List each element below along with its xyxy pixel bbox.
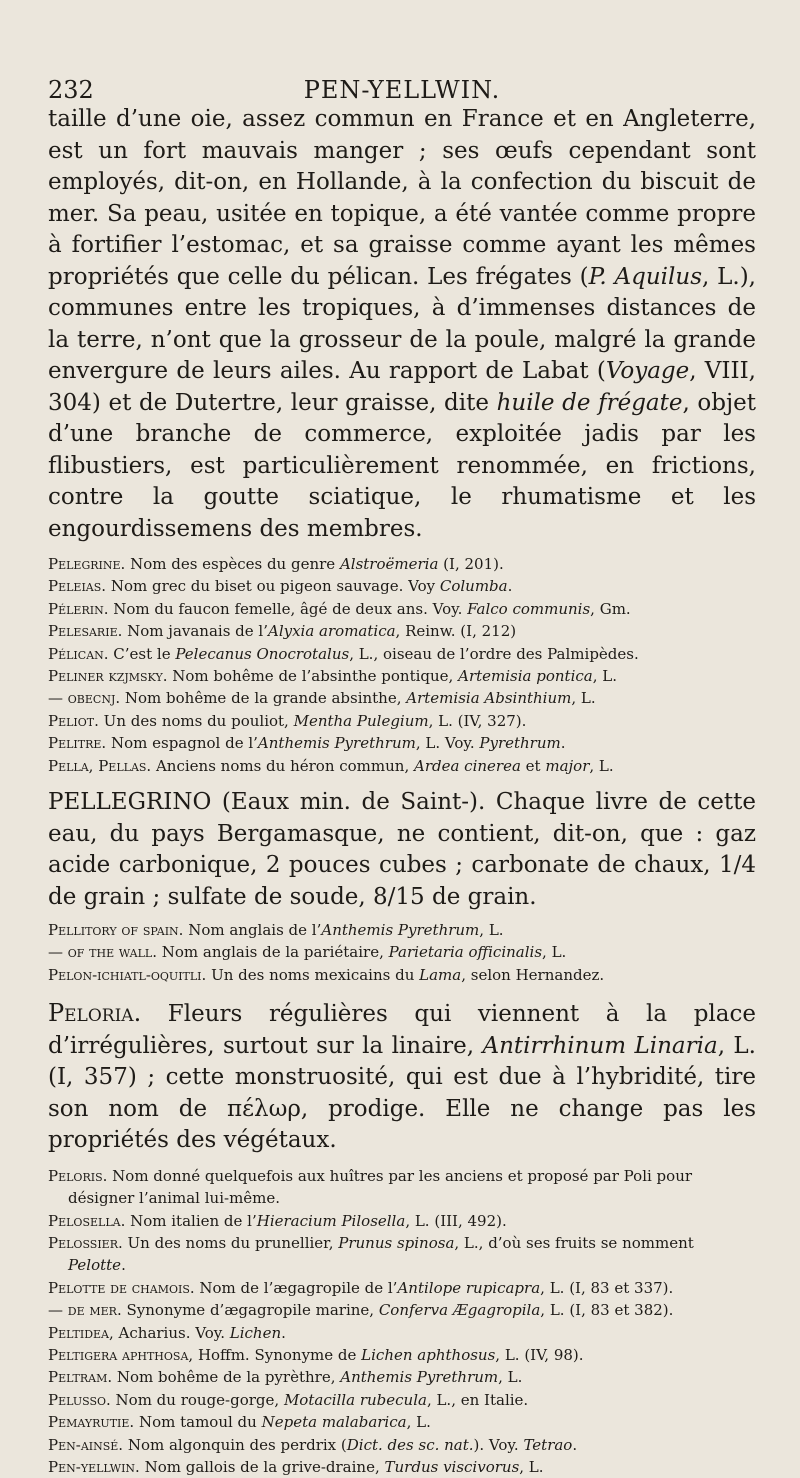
page-number: 232: [48, 76, 94, 104]
entry: Pelossier. Un des noms du prunellier, Prunus spinosa, L., d’où ses fruits se nomment Pelotte.: [48, 1234, 694, 1275]
entry: Peltigera aphthosa, Hoffm. Synonyme de Lichen aphthosus, L. (IV, 98).: [48, 1346, 584, 1365]
entry: Pemayrutie. Nom tamoul du Nepeta malabarica, L.: [48, 1413, 431, 1432]
entry: Pen-ainsé. Nom algonquin des perdrix (Dict. des sc. nat.). Voy. Tetrao.: [48, 1435, 578, 1454]
entry: Peloris. Nom donné quelquefois aux huîtres par les anciens et proposé par Poli pour désigner l’animal lui-même.: [48, 1166, 693, 1208]
entry: Pélican. C’est le Pelecanus Onocrotalus, L., oiseau de l’ordre des Palmipèdes.: [48, 644, 639, 663]
entry: Pelon-ichiatl-oquitli. Un des noms mexicains du Lama, selon Hernandez.: [48, 965, 605, 984]
peloria-paragraph: Peloria. Fleurs régulières qui viennent à la place d’irrégulières, surtout sur la linaire, Antirrhinum Linaria, L. (I, 357) ; cette monstruosité, qui est due à l’hybridité, tire son nom de πέλωρ, prodige. Elle ne change pas les propriétés des végétaux.: [48, 999, 756, 1154]
entry-block-c: [48, 1165, 756, 1478]
entry: Pelotte de chamois. Nom de l’ægagropile de l’Antilope rupicapra, L. (I, 83 et 337).: [48, 1278, 674, 1297]
entry: Pelegrine. Nom des espèces du genre Alstroëmeria (I, 201).: [48, 555, 504, 573]
entry: Peliot. Un des noms du pouliot, Mentha Pulegium, L. (IV, 327).: [48, 711, 527, 730]
entry: Pen-yellwin. Nom gallois de la grive-draine, Turdus viscivorus, L.: [48, 1458, 544, 1477]
entry: Peltram. Nom bohême de la pyrèthre, Anthemis Pyrethrum, L.: [48, 1368, 523, 1387]
entry: — of the wall. Nom anglais de la pariétaire, Parietaria officinalis, L.: [48, 943, 567, 962]
entry: Peliner kzjmsky. Nom bohême de l’absinthe pontique, Artemisia pontica, L.: [48, 667, 617, 686]
entry: — obecnj. Nom bohême de la grande absinthe, Artemisia Absinthium, L.: [48, 689, 596, 708]
running-title: PEN-YELLWIN.: [303, 76, 501, 104]
entry-block-b: [48, 919, 756, 986]
page-header: [48, 68, 756, 104]
pellegrino-paragraph: PELLEGRINO (Eaux min. de Saint-). Chaque livre de cette eau, du pays Bergamasque, ne contient, dit-on, que : gaz acide carbonique, 2 pouces cubes ; carbonate de chaux, 1/4 de grain ; sulfate de soude, 8/15 de grain.: [48, 789, 756, 910]
entry: Pelesarie. Nom javanais de l’Alyxia aromatica, Reinw. (I, 212): [48, 622, 517, 641]
entry: Peltidea, Acharius. Voy. Lichen.: [48, 1323, 286, 1342]
entry: Pella, Pellas. Anciens noms du héron commun, Ardea cinerea et major, L.: [48, 756, 614, 775]
intro-paragraph: taille d’une oie, assez commun en France et en Angleterre, est un fort mauvais manger ; ses œufs cependant sont employés, dit-on, en Hollande, à la confection du biscuit de mer. Sa peau, usitée en topique, a été vantée comme propre à fortifier l’estomac, et sa graisse comme ayant les mêmes propriétés que celle du pélican. Les frégates (P. Aquilus, L.), communes entre les tropiques, à d’immenses distances de la terre, n’ont que la grosseur de la poule, malgré la grande envergure de leurs ailes. Au rapport de Labat (Voyage, VIII, 304) et de Dutertre, leur graisse, dite huile de frégate, objet d’une branche de commerce, exploitée jadis par les flibustiers, est particulièrement renommée, en frictions, contre la goutte sciatique, le rhumatisme et les engourdissemens des membres.: [48, 106, 756, 542]
entry: Pelitre. Nom espagnol de l’Anthemis Pyrethrum, L. Voy. Pyrethrum.: [48, 734, 566, 753]
entry: Pellitory of spain. Nom anglais de l’Anthemis Pyrethrum, L.: [48, 921, 504, 940]
entry: Pélerin. Nom du faucon femelle, âgé de deux ans. Voy. Falco communis, Gm.: [48, 599, 631, 618]
entry: — de mer. Synonyme d’ægagropile marine, Conferva Ægagropila, L. (I, 83 et 382).: [48, 1301, 674, 1320]
entry: Pelosella. Nom italien de l’Hieracium Pilosella, L. (III, 492).: [48, 1211, 507, 1230]
entry: Pelusso. Nom du rouge-gorge, Motacilla rubecula, L., en Italie.: [48, 1390, 529, 1409]
entry: Peleias. Nom grec du biset ou pigeon sauvage. Voy Columba.: [48, 577, 513, 596]
entry-block-a: [48, 553, 756, 777]
